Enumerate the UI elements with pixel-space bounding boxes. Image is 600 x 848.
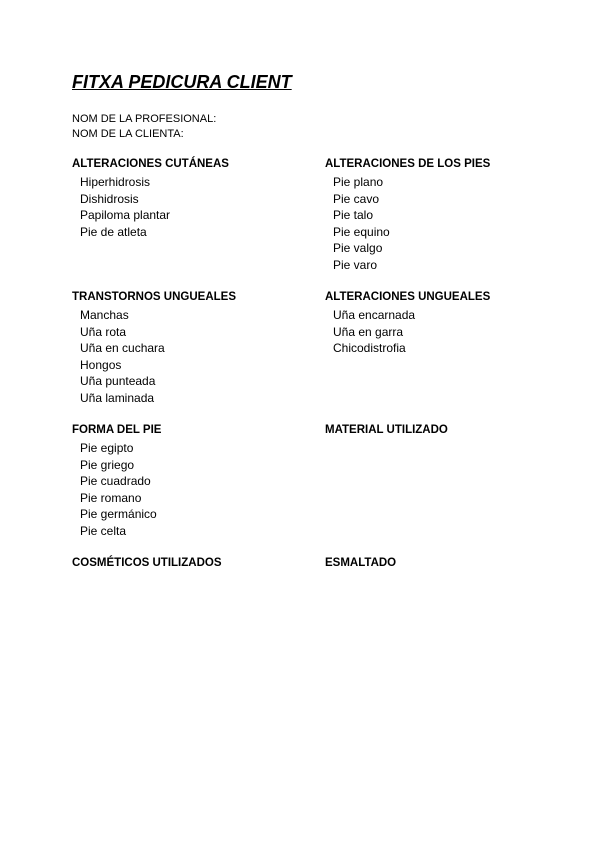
list-item: Pie egipto (80, 441, 134, 455)
list-item: Hiperhidrosis (80, 175, 151, 189)
list-item: Uña punteada (80, 374, 156, 389)
list-item: Uña laminada (80, 390, 155, 405)
section-heading: TRANSTORNOS UNGUEALES (72, 291, 236, 303)
list-item: Pie varo (333, 257, 378, 272)
list-item: Pie celta (80, 523, 127, 538)
list-item: Pie germánico (80, 507, 157, 522)
section-nail-disorders (72, 290, 312, 407)
list-item: Uña en cuchara (80, 341, 165, 356)
list-item: Pie valgo (333, 241, 383, 256)
section-heading: ALTERACIONES DE LOS PIES (325, 158, 491, 170)
list-item: Pie de atleta (80, 224, 147, 239)
item-list (72, 307, 312, 407)
section-nail-alterations (325, 290, 565, 357)
list-item: Pie cuadrado (80, 474, 151, 489)
client-name-label: NOM DE LA CLIENTA: (72, 128, 184, 140)
section-heading: ALTERACIONES UNGUEALES (325, 291, 491, 303)
list-item: Hongos (80, 357, 122, 372)
section-heading: ALTERACIONES CUTÁNEAS (72, 158, 229, 170)
item-list (325, 174, 565, 274)
section-heading: ESMALTADO (325, 557, 397, 569)
list-item: Pie equino (333, 224, 390, 239)
list-item: Uña en garra (333, 324, 404, 339)
item-list (72, 174, 312, 240)
page-title: FITXA PEDICURA CLIENT (72, 72, 292, 92)
list-item: Pie talo (333, 208, 374, 223)
section-feet (325, 157, 565, 274)
list-item: Pie plano (333, 175, 384, 189)
list-item: Uña encarnada (333, 308, 416, 322)
list-item: Pie cavo (333, 191, 380, 206)
list-item: Manchas (80, 308, 129, 322)
section-polish (325, 556, 565, 573)
section-cutaneous (72, 157, 312, 240)
section-heading: MATERIAL UTILIZADO (325, 424, 448, 436)
list-item: Dishidrosis (80, 191, 139, 206)
item-list (72, 440, 312, 540)
list-item: Uña rota (80, 324, 127, 339)
item-list (325, 307, 565, 357)
list-item: Pie romano (80, 490, 142, 505)
list-item: Chicodistrofia (333, 341, 406, 356)
professional-name-label: NOM DE LA PROFESIONAL: (72, 113, 217, 125)
section-foot-shape (72, 423, 312, 540)
section-cosmetics (72, 556, 312, 573)
list-item: Papiloma plantar (80, 208, 171, 223)
list-item: Pie griego (80, 457, 135, 472)
section-heading: COSMÉTICOS UTILIZADOS (72, 557, 222, 569)
section-material (325, 423, 565, 440)
section-heading: FORMA DEL PIE (72, 424, 162, 436)
